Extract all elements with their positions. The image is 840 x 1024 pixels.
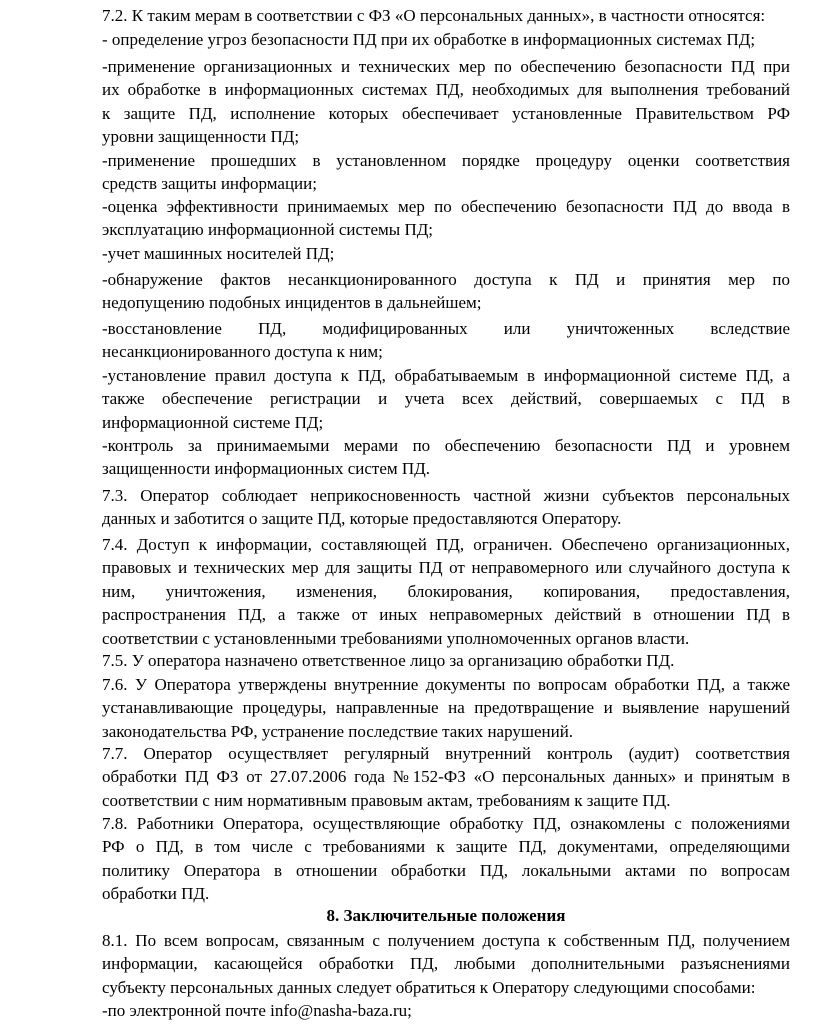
list-item-unauthorized-detection: -обнаружение фактов несанкционированного доступа к ПД и принятия мер по недопущению подобных инцидентов в дальнейшем; [102, 270, 790, 313]
paragraph-7-4: 7.4. Доступ к информации, составляющей ПД, ограничен. Обеспечено организационных, правовых и технических мер для защиты ПД от неправомерного или случайного доступа к ним, уничтожения, изменения, блокирования, копирования, предоставления, распространения ПД, а также от иных неправомерных действий в отношении ПД в соответствии с установленными требованиями уполномоченных органов власти. [102, 535, 790, 648]
list-item-access-rules: -установление правил доступа к ПД, обрабатываемым в информационной системе ПД, а также обеспечение регистрации и учета всех действий, совершаемых с ПД в информационной системе ПД; [102, 366, 790, 432]
paragraph-7-2: 7.2. К таким мерам в соответствии с ФЗ «О персональных данных», в частности относятся: [102, 6, 766, 25]
section-heading: 8. Заключительные положения [326, 906, 566, 925]
paragraph-7-6: 7.6. У Оператора утверждены внутренние документы по вопросам обработки ПД, а также устанавливающие процедуры, направленные на предотвращение и выявление нарушений законодательства РФ, устранение последствие таких нарушений. [102, 675, 790, 741]
list-item-media-accounting: -учет машинных носителей ПД; [102, 244, 335, 263]
paragraph-8-1: 8.1. По всем вопросам, связанным с получением доступа к собственным ПД, получением информации, касающейся обработки ПД, любыми дополнительными разъяснениями субъекту персональных данных следует обратиться к Оператору следующими способами: [102, 931, 790, 997]
list-item-control: -контроль за принимаемыми мерами по обеспечению безопасности ПД и уровнем защищенности информационных систем ПД. [102, 436, 790, 479]
contact-email-item: -по электронной почте info@nasha-baza.ru; [102, 1001, 412, 1020]
list-item-effectiveness-assessment: -оценка эффективности принимаемых мер по обеспечению безопасности ПД до ввода в эксплуатацию информационной системы ПД; [102, 197, 790, 240]
list-item-recovery: -восстановление ПД, модифицированных или уничтоженных вследствие несанкционированного доступа к ним; [102, 319, 790, 362]
paragraph-7-8: 7.8. Работники Оператора, осуществляющие обработку ПД, ознакомлены с положениями РФ о ПД, в том числе с требованиями к защите ПД, документами, определяющими политику Оператора в отношении обработки ПД, локальными актами по вопросам обработки ПД. [102, 814, 790, 904]
paragraph-7-3: 7.3. Оператор соблюдает неприкосновенность частной жизни субъектов персональных данных и заботится о защите ПД, которые предоставляются Оператору. [102, 486, 790, 529]
list-item-threats: - определение угроз безопасности ПД при их обработке в информационных системах ПД; [102, 30, 756, 49]
list-item-org-tech-measures: -применение организационных и технических мер по обеспечению безопасности ПД при их обработке в информационных системах ПД, необходимых для выполнения требований к защите ПД, исполнение которых обеспечивает установленные Правительством РФ уровни защищенности ПД; [102, 57, 790, 147]
list-item-conformity-assessment: -применение прошедших в установленном порядке процедуру оценки соответствия средств защиты информации; [102, 151, 790, 194]
paragraph-7-5: 7.5. У оператора назначено ответственное лицо за организацию обработки ПД. [102, 651, 675, 670]
paragraph-7-7: 7.7. Оператор осуществляет регулярный внутренний контроль (аудит) соответствия обработки ПД ФЗ от 27.07.2006 года №152-ФЗ «О персональных данных» и принятым в соответствии с ним нормативным правовым актам, требованиям к защите ПД. [102, 744, 790, 810]
